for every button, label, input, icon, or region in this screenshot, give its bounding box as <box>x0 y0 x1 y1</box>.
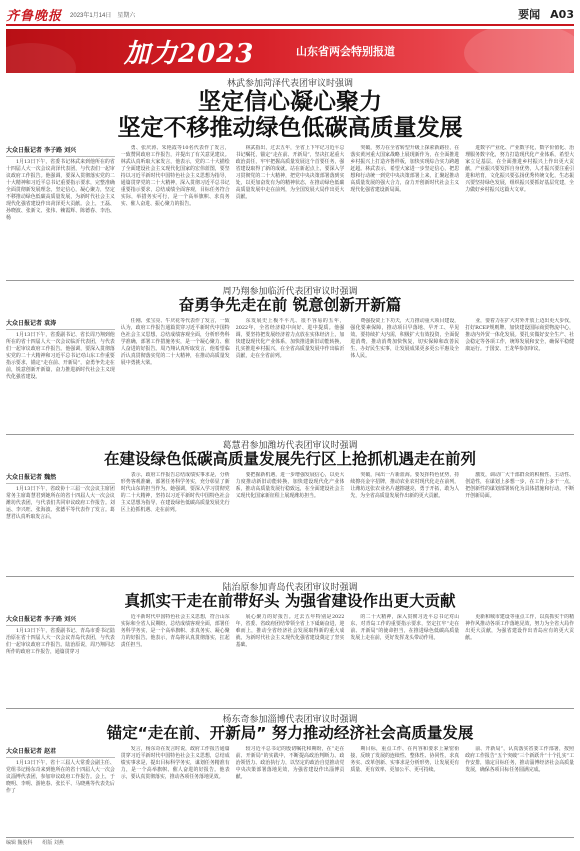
article-divider <box>6 434 574 435</box>
article-column <box>6 318 115 430</box>
article-body <box>6 145 574 267</box>
article-column <box>121 472 230 570</box>
article-headline-line: 锚定“走在前、开新局” 努力推动经济社会高质量发展 <box>106 724 474 742</box>
article-paragraph: 任刚、张宝亮、牛庆花等代表作了发言，一致认为，政府工作报告通篇贯穿习近平新时代中国特色社会主义思想，总结成绩客观全面，分析形势科学准确，部署工作措施务实，是一个凝心聚力、催人奋进的好报告。周乃翔认真听取发言，他希望临沂认真贯彻落实党的二十大精神，在推动高质量发展中勇挑大梁。 <box>120 317 230 366</box>
footer-designer: 组版 刘燕 <box>42 840 64 846</box>
article-1 <box>6 76 574 276</box>
article-body <box>6 746 574 830</box>
article-byline: 大众日报记者 李子路 刘兴 <box>6 614 115 626</box>
special-report-banner <box>6 29 574 73</box>
banner-decoration <box>464 29 574 73</box>
article-kicker: 林武参加菏泽代表团审议时强调 <box>226 79 353 89</box>
issue-date: 2023年1月14日 <box>70 12 112 19</box>
page-footer <box>6 837 574 847</box>
newspaper-logo: 齐鲁晚报 <box>6 8 63 24</box>
article-divider <box>6 708 574 709</box>
banner-decoration <box>6 43 76 73</box>
article-paragraph: 要把握新机遇，进一步增强发展信心，以更大力度推动新旧动能转换，加快建设现代化产业体系，推动高质量发展行稳致远，在全面建设社会主义现代化国家新征程上展现潍坊担当。 <box>235 471 345 499</box>
article-column <box>6 472 115 570</box>
article-column <box>236 318 345 430</box>
article-column <box>350 746 459 830</box>
article-paragraph: 激发，调动广大干部群众的积极性、主动性、创造性，在谋划上多想一步，在工作上多干一点，把创新性的谋划部署转化为具体措施和行动，不断开创新局面。 <box>465 471 574 499</box>
article-column <box>236 746 345 830</box>
article-column <box>121 614 230 702</box>
masthead <box>6 4 574 26</box>
article-paragraph: 业，要着力在扩大对外开放上迈出更大步伐，打好RCEP规则牌，加快建设国际商贸物流中心，推动内外贸一体化发展。要扎实做好安全生产、社会稳定等各项工作，统筹发展和安全，确保平稳健康运行。于国安、王龙华参加审议。 <box>465 317 574 352</box>
article-column <box>236 145 345 267</box>
article-paragraph: 1月13日下午，省委书记林武来到他所在的省十四届人大一次会议菏泽代表团，与代表们一起审议政府工作报告。他强调，要深入贯彻落实党的二十大精神和习近平总书记重要指示要求，完整准确全面贯彻新发展理念，坚定信心，凝心聚力，坚定不移推动绿色低碳高质量发展，为新时代社会主义现代化强省建设作出菏泽更大贡献。会上，王磊、孙晓波、张新文、张伟、赖霞辉、陈德春、李治、杨 <box>6 158 115 221</box>
article-headline-line: 坚定信心凝心聚力 <box>198 89 382 115</box>
article-headline-line: 奋勇争先走在前 锐意创新开新篇 <box>178 296 402 314</box>
article-paragraph: 1月13日下午，省委副书记、省长周乃翔到他所在的省十四届人大一次会议临沂代表团，与代表们一起审议政府工作报告。他强调，要深入贯彻落实党的二十大精神和习近平总书记对山东工作重要指示要求，锚定“走在前、开新局”，奋勇争先走在前，锐意创新开新篇，奋力推进新时代社会主义现代化强省建设。 <box>6 331 115 380</box>
article-paragraph: 的二十大精神，深入贯彻习近平总书记对山东、对青岛工作的重要指示要求，坚定扛牢“走在前、开新局”的使命担当，在推进绿色低碳高质量发展上走在前，更好发挥龙头带动作用。 <box>350 613 460 641</box>
article-column <box>465 614 574 702</box>
page-label <box>518 6 574 22</box>
article-paragraph: 近平新时代中国特色社会主义思想，符合山东实际和全省人民期盼，总结成绩客观全面，部署任务科学务实，是一个高举旗帜、求真务实、凝心聚力的好报告。他表示，青岛将认真贯彻落实，扛起责任担当。 <box>120 613 230 648</box>
article-paragraph: 1月13日下午，省十三届人大常委会副主任、党组书记杨东奇来到他所在的省十四届人大一次会议淄博代表团，参加审议政府工作报告。会上，于晓明、李明、游艳春、张长平、马晓燕等代表先后作了 <box>6 759 115 794</box>
article-paragraph: 1月13日下午，省委副书记、青岛市委书记陆治原在省十四届人大一次会议青岛代表团，与代表们一起审议政府工作报告。陆治原说，周乃翔同志所作的政府工作报告，通篇贯穿习 <box>6 627 115 655</box>
article-paragraph: 1月13日下午，省政协十三届一次会议主席团常务主席葛慧君到她所在的省十四届人大一次会议潍坊代表团，与代表们共同审议政府工作报告。刘运、李兴旺、张海波、张德平等代表作了发言。葛慧君认真听取发言后， <box>6 485 115 520</box>
article-kicker: 葛慧君参加潍坊代表团审议时强调 <box>222 441 358 451</box>
article-paragraph: 勇、张庆涛、朱艳霞等10名代表作了发言，一致赞同政府工作报告，并提出了有关意见建议。林武认真听取大家发言，他表示，党的二十大描绘了全面建设社会主义现代化国家的宏伟蓝图，要坚持以习近平新时代中国特色社会主义思想为指导，通篇贯穿党的二十大精神，深入贯彻习近平总书记重要指示要求，总结成绩全面客观，目标任务符合实际，举措务实可行，是一个高举旗帜、求真务实、催人奋进、振心聚力的报告。 <box>120 144 230 207</box>
article-3 <box>6 438 574 572</box>
article-paragraph: 展心聚力的好报告。过去五年特别是2022年，省委、省政府团结带领全省上下砥砺奋进，迎难而上，推动全省经济社会发展取得新的重大成就，为新时代社会主义现代化强省建设奠定了坚实基础。 <box>235 613 345 648</box>
article-column <box>465 145 574 267</box>
article-column <box>350 614 459 702</box>
article-paragraph: 进数字产业化、产业数字化，数字价值化、治理服务数字化，努力打造现代化产业体系，希望大家立足基层，在全面推进乡村振兴上作出更大贡献，产业振兴要发挥自身优势，人才振兴要注重引进和培育，文化振兴要弘扬优秀传统文化，生态振兴要坚持绿色发展，组织振兴要抓好基层党建，全力做好乡村振兴这篇大文章。 <box>465 144 574 193</box>
article-column <box>465 472 574 570</box>
article-column <box>465 746 574 830</box>
article-byline: 大众日报记者 李子路 刘兴 <box>6 145 115 157</box>
article-column <box>121 145 230 267</box>
article-headline-line: 真抓实干走在前带好头 为强省建设作出更大贡献 <box>124 592 456 610</box>
article-body <box>6 614 574 702</box>
article-column <box>465 318 574 430</box>
article-body <box>6 472 574 570</box>
article-column <box>121 318 230 430</box>
article-paragraph: 东发展史上极不平凡、很不容易的五年，2022年，全省经济稳中向好、进中提质。他强调，要坚持把发展经济着力点放在实体经济上，加快建设现代化产业体系，加快推进新旧动能转换，扎实推进乡村振兴，在全省高质量发展中作出临沂贡献，走在全省前列。 <box>235 317 345 359</box>
section-name: 要闻 <box>518 8 541 21</box>
article-paragraph: 突破，努力在全省转型升级上探索新路径，在落实黄河重大国家战略上展现新作为，在全面推进乡村振兴上打造齐鲁样板，加快实现综合实力跨越赶超。林武表示，希望大家进一步坚定信心，把思想和行动统一到党中央决策部署上来，汇聚起推动高质量发展的强大合力，奋力开创新时代社会主义现代化强省建设新局面。 <box>350 144 460 193</box>
article-headline-line: 在建设绿色低碳高质量发展先行区上抢抓机遇走在前列 <box>103 450 476 468</box>
article-byline: 大众日报记者 魏然 <box>6 472 115 484</box>
article-divider <box>6 280 574 281</box>
article-kicker: 杨东奇参加淄博代表团审议时强调 <box>222 715 358 725</box>
article-paragraph: 更新和城市建设等重点工作，以真抓实干的精神作风推动各项工作落地见效，努力为全省大局作出更大贡献，为强省建设作出青岛应有的更大贡献。 <box>465 613 574 641</box>
article-column <box>6 145 115 267</box>
article-kicker: 陆治原参加青岛代表团审议时强调 <box>222 583 358 593</box>
banner-subtitle: 山东省两会特别报道 <box>296 45 395 58</box>
article-paragraph: 林武指出，过去五年，全省上下牢记习近平总书记嘱托，锚定“走在前、开新局”，坚决扛起重大政治责任，牢牢把握高质量发展这个首要任务，强省建设取得了新的成就。站在新起点上，要深入学习贯彻党的二十大精神，把党中央决策部署落到实处，以更加奋发有为的精神状态，在推动绿色低碳高质量发展中走在前列，为全国发展大局作出更大贡献。 <box>235 144 345 200</box>
article-column <box>6 746 115 830</box>
article-paragraph: 突破，闯出一片新蓝海。要发挥特色优势，持续擦亮金字招牌，推动农业农村现代化走在前列，让潍坊这张农业名片越擦越亮，勇于开拓，敢为人先，为全省高质量发展作出新的更大贡献。 <box>350 471 460 499</box>
article-body <box>6 318 574 430</box>
article-paragraph: 前、开新局”，认真落实省委工作部署，按照政府工作报告“五个突破”三个新跃升“十个扎实”工作安排，锚定目标任务，推动淄博经济社会高质量发展，确保各项目标任务圆满完成。 <box>465 745 574 773</box>
article-paragraph: 费强投资上下功夫，大力推动重大项目建设，强化要素保障，推动项目早落地、早开工、早见效。要持续扩大内需，积极扩大有效投资，全面促进消费，推动消费加快恢复，切实保障和改善民生，办好民生实事，让发展成果更多更公平惠及全体人民。 <box>350 317 460 359</box>
article-column <box>350 318 459 430</box>
article-divider <box>6 576 574 577</box>
article-paragraph: 表示，政府工作报告总结成绩实事求是，分析形势客观准确，部署任务科学务实，充分彰显了新时代山东的担当作为。她强调，要深入学习贯彻党的二十大精神，坚持以习近平新时代中国特色社会主义思想为指导，在建设绿色低碳高质量发展先行区上抢抓机遇、走在前列。 <box>120 471 230 513</box>
article-4 <box>6 580 574 704</box>
article-column <box>6 614 115 702</box>
banner-title: 加力2023 <box>124 39 255 69</box>
article-headline-line: 坚定不移推动绿色低碳高质量发展 <box>117 115 463 142</box>
article-2 <box>6 284 574 430</box>
footer-editor: 编辑 魏俊科 <box>6 840 33 846</box>
article-column <box>236 614 345 702</box>
article-column <box>121 746 230 830</box>
issue-weekday: 星期六 <box>117 12 136 19</box>
article-column <box>236 472 345 570</box>
page-number: A03 <box>550 7 574 21</box>
article-paragraph: 较习近平总书记的殷切嘱托和期盼，在“走在前、开新局”的实践中，不断提高政治判断力、政治领悟力、政治执行力，以坚定的政治自觉推动党中央决策部署落地见效，为强省建设作出淄博贡献。 <box>235 745 345 780</box>
article-column <box>350 472 459 570</box>
article-paragraph: 发言，杨东奇在发言时说，政府工作报告通篇贯穿习近平新时代中国特色社会主义思想，总结成绩实事求是，提出目标科学务实，谋划任务精准有力，是一个高举旗帜、催人奋进的好报告。他表示，要认真贯彻落实，推动各项任务落地见效。 <box>120 745 230 780</box>
article-paragraph: 期目标，重点工作、在内容和要求上紧密衔接，反映了发展的连续性、整体性、协同性，求真务实、改革创新、实事求是分析形势，让发展更有质量、更有效率、更加公平、更可持续。 <box>350 745 460 773</box>
article-column <box>350 145 459 267</box>
article-kicker: 周乃翔参加临沂代表团审议时强调 <box>222 287 358 297</box>
article-byline: 大众日报记者 袁涛 <box>6 318 115 330</box>
article-5 <box>6 712 574 832</box>
article-byline: 大众日报记者 赵君 <box>6 746 115 758</box>
